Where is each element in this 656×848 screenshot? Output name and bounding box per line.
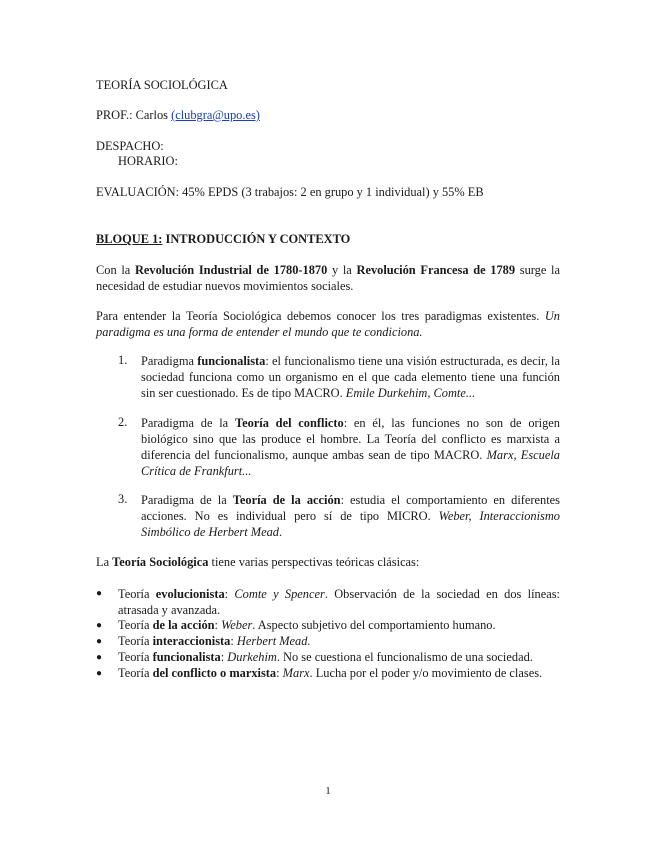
intro-industrial-revolution: Revolución Industrial de 1780-1870 <box>134 263 328 277</box>
block-title: INTRODUCCIÓN Y CONTEXTO <box>162 232 351 246</box>
perspective-text-part: . Observación de la sociedad en dos líneas: atrasada y avanzada. <box>118 587 561 617</box>
perspective-text-part: . No se cuestiona el funcionalismo de una sociedad. <box>276 650 533 664</box>
bullet-icon: ● <box>96 620 103 631</box>
paradigm-intro-text: Para entender la Teoría Sociológica debemos conocer los tres paradigmas existentes. <box>96 309 545 323</box>
perspective-text-part: Teoría <box>118 666 153 680</box>
intro-paragraph <box>96 262 560 294</box>
paradigm-number: 2. <box>118 415 128 429</box>
perspective-authors: Durkehim <box>227 650 277 664</box>
perspective-text-part: Teoría <box>118 650 153 664</box>
perspective-name: del conflicto o marxista <box>152 666 277 680</box>
paradigm-text-part: : el funcionalismo tiene una visión estructurada, es decir, la sociedad funciona como un organismo en el que cada elemento tiene una función sin ser cuestionado. Es de tipo MACRO. <box>141 354 561 400</box>
perspective-text-part: : <box>214 618 222 632</box>
perspective-text-part: : <box>220 650 228 664</box>
intro-text-2: y la <box>327 263 357 277</box>
paradigm-text <box>141 415 560 479</box>
paradigm-text <box>141 353 560 401</box>
perspective-text-part: : <box>276 666 283 680</box>
perspective-text <box>118 618 560 633</box>
perspectives-intro <box>96 555 419 570</box>
professor-label: PROF.: Carlos <box>96 108 172 122</box>
perspective-text-part: . Aspecto subjetivo del comportamiento humano. <box>252 618 496 632</box>
intro-text-3: surge la necesidad de estudiar nuevos movimientos sociales. <box>96 263 560 293</box>
perspective-name: funcionalista <box>152 650 221 664</box>
paradigm-text-part: Paradigma de la <box>141 416 235 430</box>
perspectives-intro-text: tiene varias perspectivas teóricas clásicas: <box>208 555 420 569</box>
schedule-label: HORARIO: <box>118 154 178 168</box>
perspective-text-part: Teoría <box>118 634 153 648</box>
evaluation-line: EVALUACIÓN: 45% EPDS (3 trabajos: 2 en grupo y 1 individual) y 55% EB <box>96 185 484 199</box>
paradigm-number: 3. <box>118 492 128 506</box>
paradigm-authors: Emile Durkehim, Comte... <box>345 386 476 400</box>
paradigm-number: 1. <box>118 353 128 367</box>
paradigm-text-part: : estudia el comportamiento en diferentes acciones. No es individual pero sí de tipo MICRO. <box>141 493 560 523</box>
course-title: TEORÍA SOCIOLÓGICA <box>96 78 228 92</box>
bullet-icon: ● <box>96 636 103 647</box>
perspective-name: evolucionista <box>155 587 225 601</box>
perspective-text-part: : <box>224 587 235 601</box>
intro-french-revolution: Revolución Francesa de 1789 <box>356 263 516 277</box>
perspective-text <box>118 634 560 649</box>
perspective-authors: Comte y Spencer <box>234 587 325 601</box>
paradigm-authors: Marx, Escuela Crítica de Frankfurt... <box>141 448 560 478</box>
perspective-text-part: Teoría <box>118 587 156 601</box>
perspective-text <box>118 586 560 618</box>
paradigm-name: Teoría de la acción <box>232 493 341 507</box>
paradigm-text-part: : en él, las funciones no son de origen biológico sino que las produce el hombre. La Teoría del conflicto es marxista a diferencia del funcionalismo, aunque ambas sean de tipo MACRO. <box>141 416 560 462</box>
professor-email-link[interactable]: (clubgra@upo.es) <box>171 108 260 122</box>
paradigm-text-part: Paradigma de la <box>141 493 233 507</box>
perspective-name: de la acción <box>152 618 215 632</box>
office-label: DESPACHO: <box>96 139 164 153</box>
paradigm-name: Teoría del conflicto <box>234 416 344 430</box>
perspective-text-part: . Lucha por el poder y/o movimiento de clases. <box>309 666 543 680</box>
perspective-authors: Marx <box>282 666 310 680</box>
bullet-icon: ● <box>96 668 103 679</box>
paradigm-authors: Weber, Interaccionismo Simbólico de Herbert Mead <box>141 509 560 539</box>
paradigm-name: funcionalista <box>197 354 266 368</box>
perspective-text-part: Teoría <box>118 618 153 632</box>
paradigm-text-part: . <box>279 525 283 539</box>
paradigm-definition: Un paradigma es una forma de entender el mundo que te condiciona. <box>96 309 560 339</box>
perspective-authors: Herbert Mead. <box>236 634 311 648</box>
perspective-text <box>118 666 560 681</box>
block-label: BLOQUE 1: <box>96 232 163 246</box>
perspectives-intro-text: La <box>96 555 113 569</box>
perspectives-intro-bold: Teoría Sociológica <box>112 555 209 569</box>
paradigm-text-part: Paradigma <box>141 354 198 368</box>
bullet-icon: ● <box>96 588 103 599</box>
paradigm-text <box>141 492 560 540</box>
intro-text-1: Con la <box>96 263 135 277</box>
perspective-item <box>96 586 560 618</box>
block-heading <box>96 232 350 247</box>
professor-line <box>96 108 260 123</box>
perspective-name: interaccionista <box>152 634 231 648</box>
page-number: 1 <box>325 785 331 797</box>
bullet-icon: ● <box>96 652 103 663</box>
perspective-authors: Weber <box>221 618 253 632</box>
perspective-text <box>118 650 560 665</box>
paradigm-intro-paragraph <box>96 308 560 340</box>
perspective-text-part: : <box>230 634 237 648</box>
